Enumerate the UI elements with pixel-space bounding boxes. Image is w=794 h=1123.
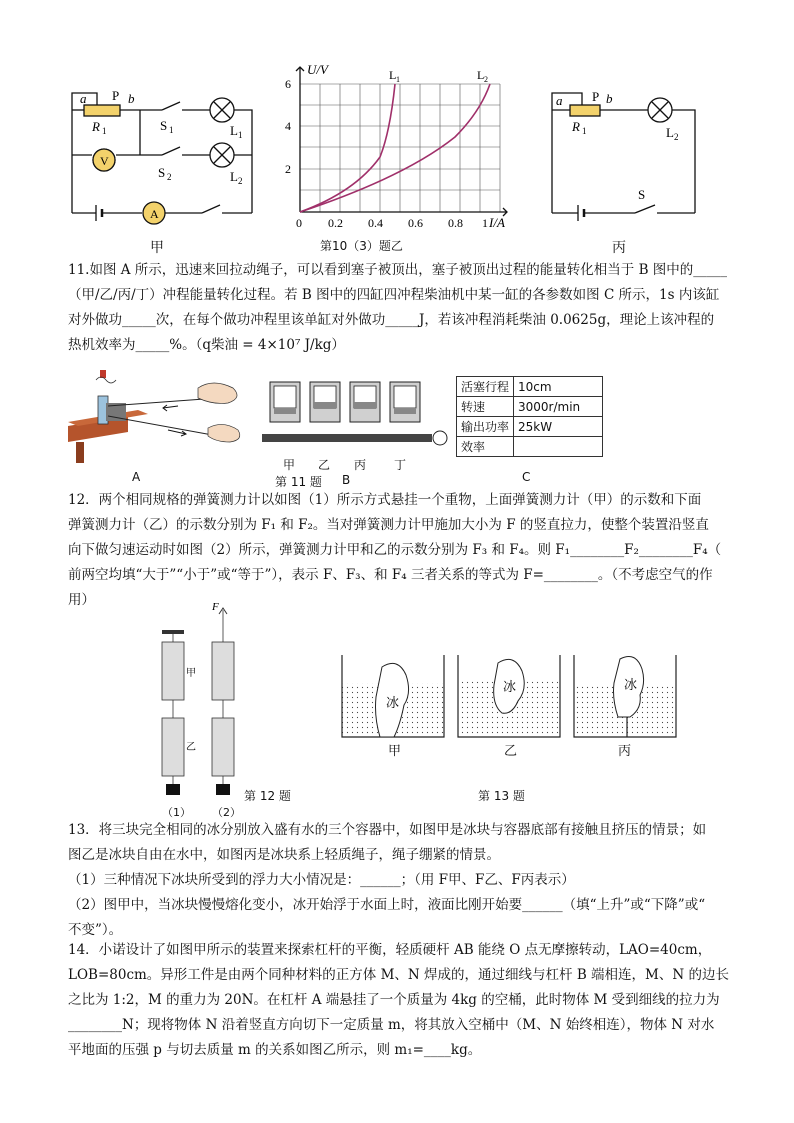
stroke-yi: 乙 [318,458,331,472]
fig12-yi-label: 乙 [186,742,196,753]
q11-line: 11.如图 A 所示，迅速来回拉动绳子，可以看到塞子被顶出，塞子被顶出过程的能量转化相当于 B 图中的_____ [68,262,728,278]
fig10-bing-label: 丙 [612,240,626,256]
q11-line: 热机效率为_____%。（q柴油 = 4×10⁷ J/kg） [68,337,345,353]
table-row [457,397,603,417]
q14-line: 14．小诺设计了如图甲所示的装置来探索杠杆的平衡，轻质硬杆 AB 能绕 O 点无摩擦转动，LAO=40cm， [68,942,712,958]
fig11-caption: 第 11 题 [275,475,322,489]
fig13-jia-label: 甲 [388,744,402,759]
label-s1: S [160,118,168,133]
label-s2: S [158,165,166,180]
q12-line: 用） [68,592,95,608]
q13-line: 不变”）。 [68,922,123,938]
table-cell: 活塞行程 [457,377,514,397]
table-cell: 效率 [457,437,514,457]
curve-l1-label: L [389,68,397,82]
ammeter-label: A [150,207,159,221]
stroke-bing: 丙 [354,458,367,472]
label-s2-sub: 2 [167,172,172,182]
q13-line: 13．将三块完全相同的冰分别放入盛有水的三个容器中，如图甲是冰块与容器底部有接触且挤压的情景；如 [68,822,707,838]
fig10-jia-label: 甲 [150,240,164,256]
graph-yi [285,62,525,234]
bing-label-p: P [592,89,600,104]
q13-line: （1）三种情况下冰块所受到的浮力大小情况是：______；（用 F甲、F乙、F丙表示） [68,872,575,888]
bing-label-a: a [556,93,563,108]
table-row [457,417,603,437]
q14-line: LOB=80cm。异形工件是由两个同种材料的正方体 M、N 焊成的，通过细线与杠杆 B 端相连，M、N 的边长 [68,967,729,983]
bing-label-s: S [638,187,646,202]
stroke-jia: 甲 [283,458,296,472]
label-l2: L [230,169,238,184]
engine-param-table [456,376,603,457]
table-cell: 转速 [457,397,514,417]
fig11-b-label: B [342,473,351,487]
label-l1: L [230,123,238,138]
ytick-2: 2 [285,162,291,176]
fig13-ice-containers [340,655,720,740]
fig12-caption: 第 12 题 [244,789,291,803]
bing-label-l2-sub: 2 [674,132,679,142]
curve-l1-sub: 1 [396,75,400,84]
xtick-4: 0.8 [448,216,463,230]
q14-line: ________N；现将物体 N 沿着竖直方向切下一定质量 m，将其放入空桶中（M、N 始终相连），物体 N 对水 [68,1017,715,1033]
fig12-sub1: （1） [162,806,191,819]
table-row [457,377,603,397]
bing-label-b: b [606,91,613,106]
ytick-6: 6 [285,77,291,91]
fig11-a-rope-experiment [68,358,253,468]
label-p: P [112,88,120,103]
label-r1-sub: 1 [102,126,107,136]
fig12-sub2: （2） [212,806,241,819]
table-cell: 10cm [514,377,603,397]
q11-line: （甲/乙/丙/丁）冲程能量转化过程。若 B 图中的四缸四冲程柴油机中某一缸的各参数如图 C 所示，1s 内该缸 [68,287,720,303]
xtick-5: 1 [482,216,488,230]
graph-ylabel: U/V [307,62,328,77]
fig11-b-engine-strokes [262,372,452,462]
q11-line: 对外做功_____次，在每个做功冲程里该单缸对外做功_____J，若该冲程消耗柴油 0.0625g，理论上该冲程的 [68,312,715,328]
curve-l2-label: L [477,68,485,82]
table-row [457,437,603,457]
table-cell: 25kW [514,417,603,437]
bing-label-r1: R [572,119,580,134]
q12-line: 前两空均填“大于”“小于”或“等于”），表示 F、F₃、和 F₄ 三者关系的等式为 F=________。（不考虑空气的作 [68,567,713,583]
ytick-4: 4 [285,119,291,133]
label-b: b [128,91,135,106]
fig12-spring-scales [150,600,260,795]
fig11-c-label: C [522,470,531,484]
xtick-1: 0.2 [328,216,343,230]
ice-label-bing: 冰 [624,677,638,692]
q12-line: 12．两个相同规格的弹簧测力计以如图（1）所示方式悬挂一个重物，上面弹簧测力计（甲）的示数和下面 [68,492,702,508]
q12-line: 弹簧测力计（乙）的示数分别为 F₁ 和 F₂。当对弹簧测力计甲施加大小为 F 的竖直拉力，使整个装置沿竖直 [68,517,709,533]
ice-label-jia: 冰 [386,695,400,710]
bing-label-l2: L [666,125,674,140]
q13-line: 图乙是冰块自由在水中，如图丙是冰块系上轻质绳子，绳子绷紧的情景。 [68,847,500,863]
circuit-bing [540,85,710,235]
question-12 [68,488,732,613]
label-l1-sub: 1 [238,130,243,140]
fig12-f-label: F [212,601,219,613]
graph-xlabel: I/A [489,215,505,230]
fig13-bing-label: 丙 [618,744,632,759]
xtick-2: 0.4 [368,216,383,230]
xtick-0: 0 [296,216,302,230]
label-r1: R [92,119,100,134]
fig13-caption: 第 13 题 [478,789,525,803]
fig13-yi-label: 乙 [504,744,518,759]
question-11 [68,258,732,358]
question-13 [68,818,732,943]
bing-label-r1-sub: 1 [582,126,587,136]
q12-line: 向下做匀速运动时如图（2）所示，弹簧测力计甲和乙的示数分别为 F₃ 和 F₄。则 F₁________F₂________F₄（ [68,542,722,558]
table-cell [514,437,603,457]
voltmeter-label: V [100,154,109,168]
stroke-ding: 丁 [394,458,407,472]
q14-line: 之比为 1:2，M 的重力为 20N。在杠杆 A 端悬挂了一个质量为 4kg 的空桶，此时物体 M 受到细线的拉力为 [68,992,720,1008]
ice-label-yi: 冰 [503,679,517,694]
label-a: a [80,91,87,106]
label-s1-sub: 1 [169,125,174,135]
label-l2-sub: 2 [238,176,243,186]
q14-line: 平地面的压强 p 与切去质量 m 的关系如图乙所示，则 m₁=____kg。 [68,1042,482,1058]
circuit-jia [62,85,262,235]
question-14 [68,938,732,1063]
table-cell: 3000r/min [514,397,603,417]
fig10-yi-caption: 第10（3）题乙 [320,239,403,253]
xtick-3: 0.6 [408,216,423,230]
fig12-jia-label: 甲 [186,668,196,679]
q13-line: （2）图甲中，当冰块慢慢熔化变小，冰开始浮于水面上时，液面比刚开始要______（填“上升”或“下降”或“ [68,897,706,913]
curve-l2-sub: 2 [484,75,488,84]
fig11-a-label: A [132,470,141,484]
table-cell: 输出功率 [457,417,514,437]
